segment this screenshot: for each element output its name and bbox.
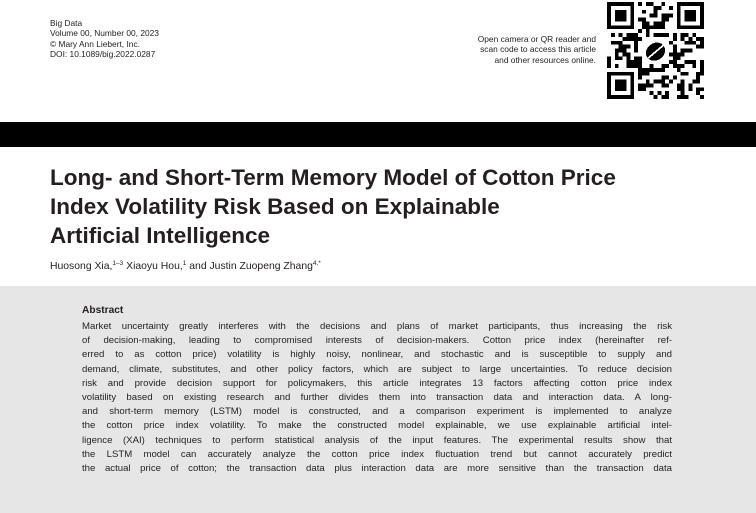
qr-code[interactable] — [607, 2, 704, 99]
qr-module — [630, 37, 634, 41]
journal-name: Big Data — [50, 18, 83, 28]
qr-module — [677, 64, 681, 68]
qr-module — [626, 37, 630, 41]
qr-module — [634, 60, 638, 64]
qr-module — [681, 95, 685, 99]
qr-module — [654, 95, 658, 99]
qr-module — [661, 76, 665, 80]
qr-module — [650, 68, 654, 72]
abstract-line: risk and provide decision support for policymakers, this article integrates 13 factors affecting cotton price index — [82, 377, 672, 389]
qr-module — [623, 45, 627, 49]
qr-module — [677, 56, 681, 60]
qr-module — [696, 72, 700, 76]
author-affiliation: 1–3 — [112, 260, 124, 267]
qr-module — [657, 91, 661, 95]
qr-module — [696, 45, 700, 49]
qr-module — [661, 64, 665, 68]
qr-module — [681, 49, 685, 53]
qr-module — [681, 91, 685, 95]
qr-module — [696, 37, 700, 41]
qr-module — [642, 72, 646, 76]
qr-module — [673, 76, 677, 80]
qr-module — [665, 14, 669, 18]
qr-module — [615, 64, 619, 68]
qr-module — [700, 72, 704, 76]
journal-copyright: © Mary Ann Liebert, Inc. — [50, 38, 140, 49]
qr-module — [634, 64, 638, 68]
abstract-line: the actual price of cotton; the transaction data plus interaction data are more sensitive than the transaction data — [82, 463, 672, 475]
qr-module — [665, 64, 669, 68]
qr-module — [677, 87, 681, 91]
qr-module — [688, 37, 692, 41]
qr-module — [646, 2, 650, 6]
qr-module — [661, 33, 665, 37]
qr-module — [654, 10, 658, 14]
qr-module — [654, 25, 658, 29]
journal-info — [50, 18, 159, 60]
qr-module — [681, 64, 685, 68]
qr-module — [700, 87, 704, 91]
qr-module — [634, 37, 638, 41]
qr-module — [638, 64, 642, 68]
qr-module — [657, 80, 661, 84]
journal-doi: DOI: 10.1089/big.2022.0287 — [50, 49, 156, 60]
qr-module — [646, 21, 650, 25]
qr-module — [642, 21, 646, 25]
qr-module — [688, 87, 692, 91]
qr-module — [661, 25, 665, 29]
qr-module — [615, 56, 619, 60]
qr-module — [654, 21, 658, 25]
qr-module — [700, 45, 704, 49]
qr-module — [657, 68, 661, 72]
qr-module — [654, 6, 658, 10]
qr-module — [673, 37, 677, 41]
qr-module — [654, 80, 658, 84]
qr-module — [681, 33, 685, 37]
qr-module — [665, 91, 669, 95]
qr-module — [626, 60, 630, 64]
qr-module — [696, 91, 700, 95]
qr-module — [661, 83, 665, 87]
qr-module — [650, 83, 654, 87]
qr-module — [657, 33, 661, 37]
qr-module — [615, 52, 619, 56]
abstract-line: demand, climate, substitutes, and other policy factors, which are subject to large uncertainties. To reduce decision — [82, 363, 672, 375]
qr-module — [661, 14, 665, 18]
qr-module — [692, 64, 696, 68]
qr-module — [642, 25, 646, 29]
qr-module — [685, 95, 689, 99]
qr-module — [681, 83, 685, 87]
qr-logo-icon — [642, 37, 669, 65]
qr-module — [692, 41, 696, 45]
qr-module — [696, 76, 700, 80]
qr-module — [669, 52, 673, 56]
qr-module — [615, 41, 619, 45]
qr-module — [642, 18, 646, 22]
qr-module — [681, 72, 685, 76]
qr-module — [677, 52, 681, 56]
qr-module — [661, 68, 665, 72]
qr-module — [665, 76, 669, 80]
qr-module — [669, 60, 673, 64]
qr-module — [638, 68, 642, 72]
abstract-line: the cotton price index volatility. To make the constructed model explainable, we use explainable artificial intel- — [82, 420, 672, 432]
qr-module — [642, 10, 646, 14]
qr-instructions-line: and other resources online. — [494, 54, 596, 65]
qr-module — [661, 21, 665, 25]
qr-module — [677, 83, 681, 87]
author-name: and Justin Zuopeng Zhang — [186, 261, 313, 272]
qr-module — [650, 25, 654, 29]
qr-module — [611, 41, 615, 45]
qr-module — [642, 83, 646, 87]
abstract-line: the LSTM model can accurately analyze the cotton price index fluctuation trend but cannot accurately predict — [82, 448, 672, 460]
abstract-line: volatility based on existing research and further divides them into transaction data and interaction data. A long- — [82, 392, 672, 404]
qr-module — [623, 37, 627, 41]
qr-module — [673, 60, 677, 64]
qr-module — [685, 72, 689, 76]
qr-module — [626, 64, 630, 68]
qr-module — [646, 83, 650, 87]
qr-module — [654, 14, 658, 18]
qr-module — [638, 18, 642, 22]
qr-module — [626, 52, 630, 56]
qr-module — [692, 80, 696, 84]
header-band — [0, 122, 756, 147]
qr-module — [634, 33, 638, 37]
qr-module — [646, 80, 650, 84]
qr-module — [638, 72, 642, 76]
title-line: Long- and Short-Term Memory Model of Cotton Price — [50, 165, 616, 190]
qr-module — [626, 33, 630, 37]
qr-module — [642, 68, 646, 72]
qr-module — [688, 83, 692, 87]
abstract-line: ligence (XAI) techniques to perform statistical analysis of the input features. The experimental results show that — [82, 434, 672, 446]
qr-module — [638, 2, 642, 6]
qr-module — [685, 49, 689, 53]
author-affiliation: 4,* — [312, 260, 321, 267]
qr-module — [685, 60, 689, 64]
qr-module — [634, 45, 638, 49]
qr-module — [654, 68, 658, 72]
qr-module — [623, 49, 627, 53]
qr-module — [657, 25, 661, 29]
qr-module — [696, 80, 700, 84]
abstract-line: of decision-making, leading to compromised interests of decision-makers. Cotton price index (hereinafter ref- — [82, 335, 672, 347]
author-name: Xiaoyu Hou, — [123, 261, 183, 272]
qr-module — [677, 68, 681, 72]
qr-instructions-line: scan code to access this article — [480, 44, 596, 55]
qr-module — [685, 41, 689, 45]
author-list — [50, 260, 321, 272]
title-line: Artificial Intelligence — [50, 223, 271, 248]
qr-module — [619, 45, 623, 49]
qr-module — [700, 37, 704, 41]
qr-module — [638, 83, 642, 87]
journal-volume: Volume 00, Number 00, 2023 — [50, 28, 159, 39]
qr-instructions-line: Open camera or QR reader and — [477, 34, 596, 44]
qr-module — [673, 52, 677, 56]
qr-module — [673, 64, 677, 68]
qr-module — [642, 87, 646, 91]
qr-module — [638, 76, 642, 80]
qr-module — [623, 52, 627, 56]
qr-module — [700, 68, 704, 72]
qr-module — [696, 87, 700, 91]
qr-module — [607, 60, 611, 64]
qr-module — [646, 72, 650, 76]
qr-module — [665, 33, 669, 37]
qr-module — [611, 33, 615, 37]
qr-module — [692, 33, 696, 37]
qr-module — [673, 33, 677, 37]
qr-module — [607, 56, 611, 60]
qr-module — [638, 37, 642, 41]
qr-module — [650, 14, 654, 18]
qr-module — [677, 95, 681, 99]
qr-module — [607, 64, 611, 68]
qr-module — [681, 37, 685, 41]
qr-module — [669, 14, 673, 18]
abstract-text — [82, 320, 672, 476]
abstract-heading: Abstract — [82, 305, 124, 316]
qr-module — [661, 80, 665, 84]
qr-module — [626, 45, 630, 49]
qr-module — [626, 56, 630, 60]
qr-module — [669, 41, 673, 45]
qr-module — [619, 56, 623, 60]
qr-module — [700, 95, 704, 99]
qr-module — [673, 45, 677, 49]
qr-module — [685, 33, 689, 37]
qr-module — [665, 83, 669, 87]
qr-module — [657, 21, 661, 25]
qr-module — [630, 60, 634, 64]
qr-module — [615, 49, 619, 53]
qr-module — [661, 18, 665, 22]
qr-module — [630, 64, 634, 68]
article-title — [50, 163, 710, 250]
qr-module — [646, 25, 650, 29]
qr-module — [646, 68, 650, 72]
qr-module — [681, 87, 685, 91]
qr-module — [650, 2, 654, 6]
abstract-line: Market uncertainty greatly interferes with the decisions and plans of market participants, thus increasing the risk — [82, 321, 672, 332]
qr-module — [673, 56, 677, 60]
qr-module — [661, 95, 665, 99]
qr-module — [661, 2, 665, 6]
title-line: Index Volatility Risk Based on Explainable — [50, 194, 500, 219]
qr-module — [646, 33, 650, 37]
qr-module — [654, 33, 658, 37]
qr-module — [638, 29, 642, 33]
qr-module — [638, 87, 642, 91]
qr-module — [638, 56, 642, 60]
qr-module — [665, 18, 669, 22]
author-name: Huosong Xia, — [50, 261, 113, 272]
qr-module — [688, 41, 692, 45]
abstract-line: erred to as cotton price) volatility is highly noisy, nonlinear, and stochastic and is susceptible to supply and — [82, 349, 672, 361]
qr-instructions — [396, 34, 596, 65]
qr-module — [634, 49, 638, 53]
qr-module — [681, 52, 685, 56]
qr-module — [646, 29, 650, 33]
qr-module — [700, 60, 704, 64]
qr-module — [619, 33, 623, 37]
qr-module — [688, 60, 692, 64]
qr-module — [638, 60, 642, 64]
qr-module — [700, 64, 704, 68]
qr-module — [692, 60, 696, 64]
qr-module — [665, 95, 669, 99]
qr-module — [700, 41, 704, 45]
qr-module — [669, 80, 673, 84]
qr-module — [634, 56, 638, 60]
abstract-line: and short-term memory (LSTM) model is constructed, and a comparison experiment is implemented to analyze — [82, 406, 672, 418]
qr-module — [630, 33, 634, 37]
qr-module — [657, 6, 661, 10]
qr-module — [669, 6, 673, 10]
qr-module — [650, 64, 654, 68]
qr-module — [619, 49, 623, 53]
qr-module — [688, 49, 692, 53]
qr-module — [673, 49, 677, 53]
qr-module — [634, 41, 638, 45]
qr-module — [650, 91, 654, 95]
qr-module — [681, 80, 685, 84]
qr-module — [619, 41, 623, 45]
author-affiliation: 1 — [182, 260, 187, 267]
